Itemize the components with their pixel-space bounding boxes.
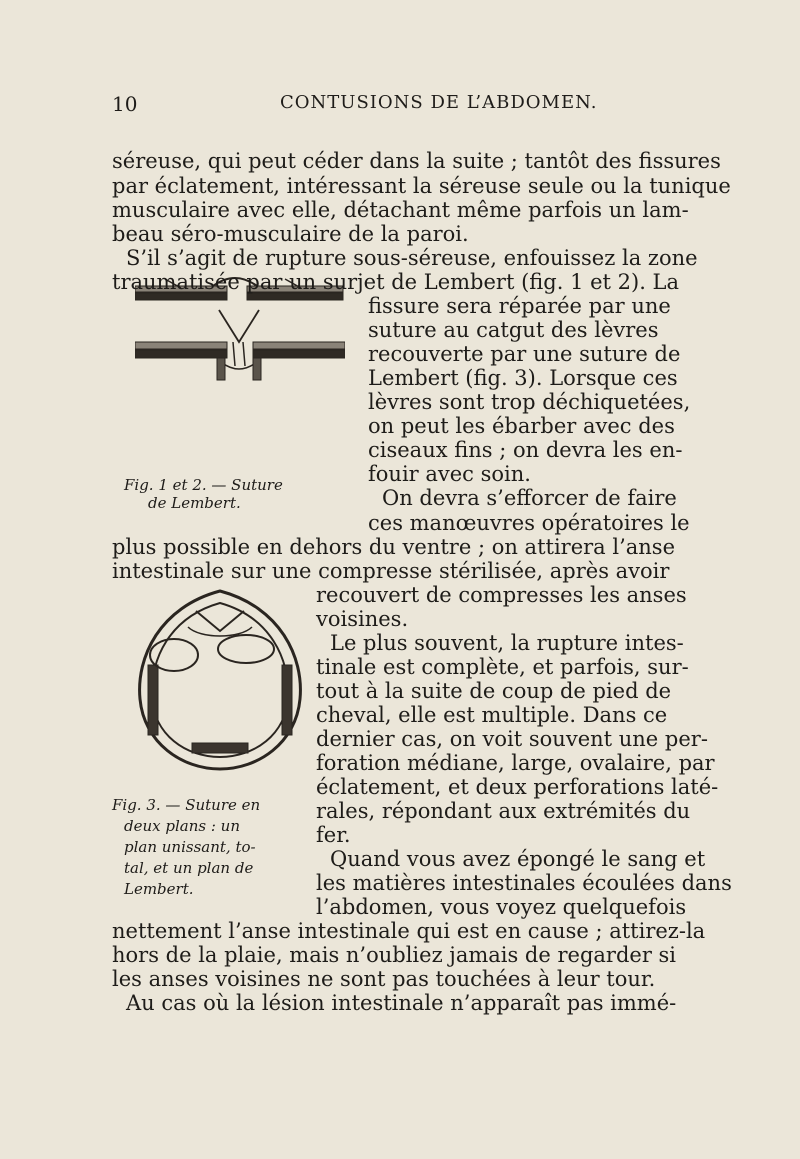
text-line: on peut les ébarber avec des — [368, 414, 675, 438]
text-line: nettement l’anse intestinale qui est en cause ; attirez-la — [112, 919, 706, 943]
figure-caption-fig-1-2: Fig. 1 et 2. — Suture — [124, 476, 283, 494]
text-line: les anses voisines ne sont pas touchées à leur tour. — [112, 967, 656, 991]
figure-3-two-plane-suture — [130, 587, 310, 775]
running-title: CONTUSIONS DE L’ABDOMEN. — [280, 92, 598, 113]
text-line: musculaire avec elle, détachant même parfois un lam- — [112, 198, 689, 222]
figure-caption-fig-3: plan unissant, to- — [124, 838, 256, 856]
figure-caption-fig-3: deux plans : un — [124, 817, 240, 835]
text-line: fer. — [316, 823, 351, 847]
text-line: voisines. — [316, 607, 409, 631]
text-line: recouverte par une suture de — [368, 342, 681, 366]
text-line: suture au catgut des lèvres — [368, 318, 659, 342]
text-line: hors de la plaie, mais n’oubliez jamais de regarder si — [112, 943, 677, 967]
text-line: plus possible en dehors du ventre ; on attirera l’anse — [112, 535, 676, 559]
text-line: tinale est complète, et parfois, sur- — [316, 655, 689, 679]
text-line: par éclatement, intéressant la séreuse seule ou la tunique — [112, 174, 731, 198]
text-line: rales, répondant aux extrémités du — [316, 799, 691, 823]
text-line: fouir avec soin. — [368, 462, 531, 486]
text-line: lèvres sont trop déchiquetées, — [368, 390, 691, 414]
text-line: ciseaux fins ; on devra les en- — [368, 438, 683, 462]
text-line: S’il s’agit de rupture sous-séreuse, enfouissez la zone — [126, 246, 698, 270]
text-line: Au cas où la lésion intestinale n’apparaît pas immé- — [126, 991, 677, 1015]
text-line: l’abdomen, vous voyez quelquefois — [316, 895, 687, 919]
text-line: On devra s’efforcer de faire — [382, 486, 677, 510]
figure-caption-fig-1-2: de Lembert. — [148, 494, 241, 512]
text-line: cheval, elle est multiple. Dans ce — [316, 703, 668, 727]
text-line: les matières intestinales écoulées dans — [316, 871, 732, 895]
page-number: 10 — [112, 92, 138, 116]
figure-caption-fig-3: Fig. 3. — Suture en — [112, 796, 261, 814]
text-line: tout à la suite de coup de pied de — [316, 679, 672, 703]
text-line: intestinale sur une compresse stérilisée, après avoir — [112, 559, 670, 583]
figure-1-2-lembert-suture — [135, 276, 345, 476]
text-line: Quand vous avez épongé le sang et — [330, 847, 706, 871]
text-line: recouvert de compresses les anses — [316, 583, 687, 607]
text-line: Le plus souvent, la rupture intes- — [330, 631, 684, 655]
text-line: séreuse, qui peut céder dans la suite ; tantôt des fissures — [112, 149, 721, 173]
text-line: beau séro-musculaire de la paroi. — [112, 222, 469, 246]
text-line: dernier cas, on voit souvent une per- — [316, 727, 708, 751]
text-line: ces manœuvres opératoires le — [368, 511, 690, 535]
text-line: éclatement, et deux perforations laté- — [316, 775, 719, 799]
figure-caption-fig-3: Lembert. — [124, 880, 194, 898]
text-line: foration médiane, large, ovalaire, par — [316, 751, 715, 775]
text-line: traumatisée par un surjet de Lembert (fig. 1 et 2). La — [112, 270, 680, 294]
page-header — [0, 92, 800, 122]
text-line: Lembert (fig. 3). Lorsque ces — [368, 366, 678, 390]
text-line: fissure sera réparée par une — [368, 294, 671, 318]
figure-caption-fig-3: tal, et un plan de — [124, 859, 254, 877]
